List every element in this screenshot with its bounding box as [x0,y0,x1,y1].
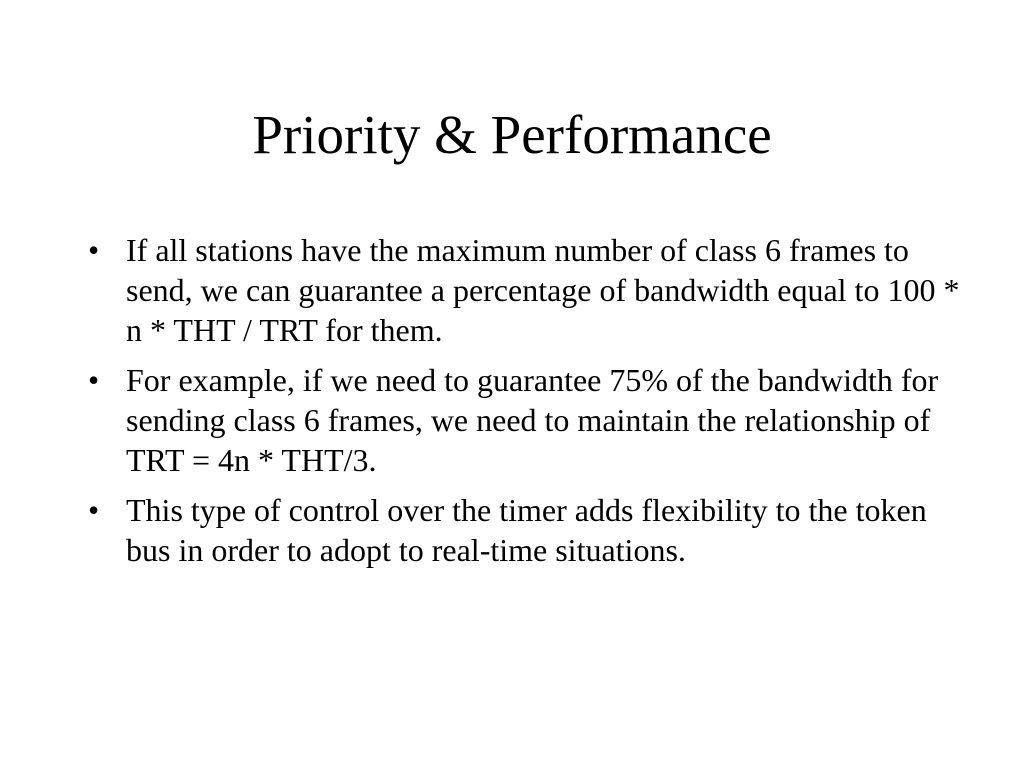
bullet-item [88,490,968,570]
bullet-list [88,230,968,580]
bullet-item [88,230,968,350]
bullet-item [88,360,968,480]
slide-title: Priority & Performance [252,104,772,165]
bullet-text: For example, if we need to guarantee 75% of the bandwidth for sending class 6 frames, we need to maintain the relationship of TRT = 4n * THT/3. [126,362,939,478]
bullet-text: This type of control over the timer adds flexibility to the token bus in order to adopt to real-time situations. [126,492,927,568]
bullet-text: If all stations have the maximum number of class 6 frames to send, we can guarantee a percentage of bandwidth equal to 100 * n * THT / TRT for them. [126,232,960,348]
bullet-icon: • [88,492,100,528]
bullet-icon: • [88,362,100,398]
bullet-icon: • [88,232,100,268]
